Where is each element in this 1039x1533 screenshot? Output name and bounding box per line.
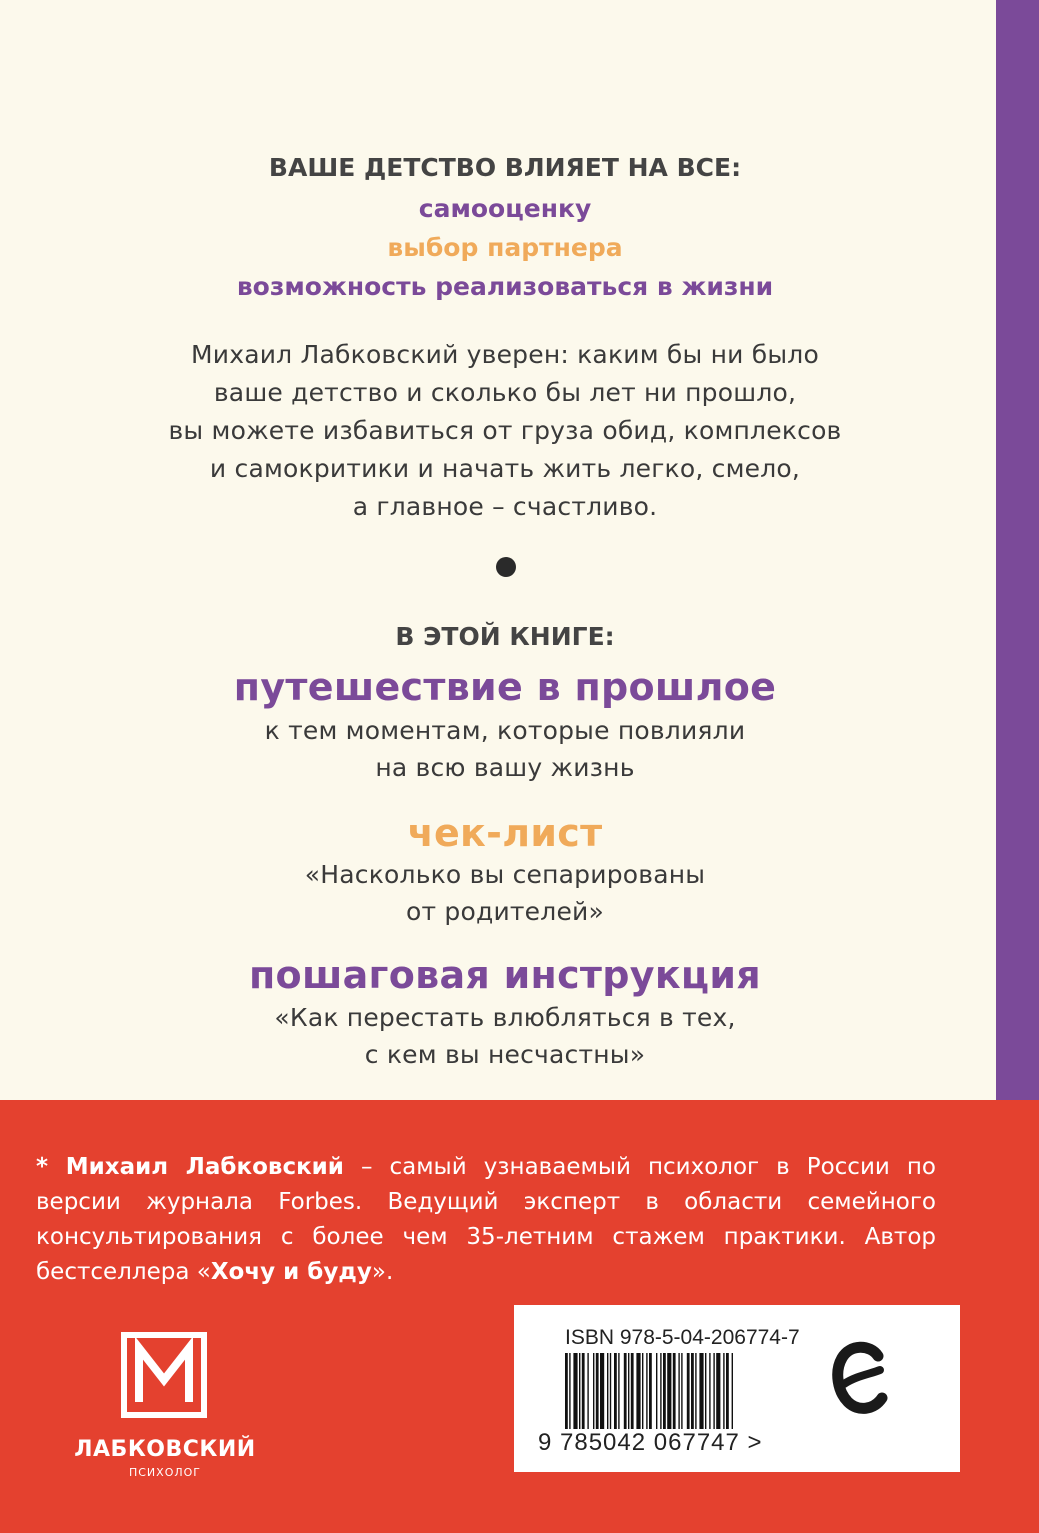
author-name: Михаил Лабковский xyxy=(65,1154,344,1180)
feature-desc-line: «Как перестать влюбляться в тех, xyxy=(274,1003,736,1032)
feature-title-instruction: пошаговая инструкция xyxy=(248,953,762,997)
m-letter-icon xyxy=(127,1338,201,1412)
barcode-bar xyxy=(607,1353,608,1433)
intro-line: а главное – счастливо. xyxy=(352,492,658,521)
barcode-icon xyxy=(565,1353,787,1433)
barcode-bar xyxy=(593,1353,594,1433)
barcode-bar xyxy=(636,1353,640,1433)
barcode-bar xyxy=(614,1353,617,1433)
logo-subtitle: ПСИХОЛОГ xyxy=(128,1466,201,1479)
childhood-heading: ВАШЕ ДЕТСТВО ВЛИЯЕТ НА ВСЕ: xyxy=(268,153,742,182)
barcode-bar xyxy=(705,1353,706,1433)
barcode-bar xyxy=(610,1353,611,1433)
labkovsky-logo-mark xyxy=(121,1332,207,1418)
feature-title-checklist: чек-лист xyxy=(407,811,603,855)
bestseller-title: Хочу и буду xyxy=(210,1259,372,1285)
barcode-bar xyxy=(709,1353,710,1433)
barcode-bar xyxy=(628,1353,629,1433)
intro-line: Михаил Лабковский уверен: каким бы ни было xyxy=(191,340,819,369)
barcode-bar xyxy=(631,1353,634,1433)
barcode-bar xyxy=(673,1353,676,1433)
barcode-bar xyxy=(569,1353,570,1433)
eksmo-publisher-logo-icon xyxy=(826,1334,896,1434)
bio-asterisk: * xyxy=(36,1154,66,1180)
barcode-bar xyxy=(656,1353,657,1433)
barcode-bar xyxy=(587,1353,588,1433)
barcode-bar xyxy=(649,1353,652,1433)
book-heading: В ЭТОЙ КНИГЕ: xyxy=(395,622,615,651)
barcode-bar xyxy=(565,1353,568,1433)
barcode-bar xyxy=(687,1353,690,1433)
feature-desc-line: «Насколько вы сепарированы xyxy=(304,860,706,889)
barcode-bar xyxy=(699,1353,703,1433)
divider-dot xyxy=(496,557,516,577)
feature-desc-line: на всю вашу жизнь xyxy=(375,753,635,782)
barcode-bar xyxy=(732,1353,733,1433)
author-bio xyxy=(36,1150,936,1290)
barcode-bar xyxy=(618,1353,619,1433)
barcode-bar xyxy=(678,1353,679,1433)
influence-partner-choice: выбор партнера xyxy=(387,233,623,262)
bio-text: – самый узнаваемый психолог в России по версии журнала Forbes. Ведущий эксперт в области семейного консультирования с более чем 35-летним стажем практики. Автор бестселлера « xyxy=(36,1154,936,1285)
feature-title-journey: путешествие в прошлое xyxy=(233,665,777,709)
barcode-bar xyxy=(579,1353,580,1433)
barcode-bar xyxy=(691,1353,694,1433)
barcode-bar xyxy=(695,1353,696,1433)
influence-self-esteem: самооценку xyxy=(418,194,592,223)
barcode-bar xyxy=(624,1353,627,1433)
barcode-digits: 9 785042 067747 > xyxy=(538,1429,763,1456)
barcode-bar xyxy=(660,1353,661,1433)
barcode-bar xyxy=(713,1353,714,1433)
intro-line: и самокритики и начать жить легко, смело, xyxy=(209,454,801,483)
intro-line: вы можете избавиться от груза обид, комплексов xyxy=(168,416,842,445)
barcode-bar xyxy=(600,1353,604,1433)
intro-line: ваше детство и сколько бы лет ни прошло, xyxy=(213,378,797,407)
feature-desc-line: с кем вы несчастны» xyxy=(364,1040,646,1069)
barcode-bar xyxy=(667,1353,671,1433)
barcode-bar xyxy=(596,1353,599,1433)
barcode-bar xyxy=(582,1353,585,1433)
logo-name: ЛАБКОВСКИЙ xyxy=(74,1437,256,1462)
feature-desc-line: от родителей» xyxy=(406,897,604,926)
influence-self-realization: возможность реализоваться в жизни xyxy=(236,272,774,301)
barcode-bar xyxy=(663,1353,666,1433)
barcode-bar xyxy=(573,1353,577,1433)
barcode-bar xyxy=(642,1353,643,1433)
feature-desc-line: к тем моментам, которые повлияли xyxy=(264,716,746,745)
barcode-bar xyxy=(681,1353,682,1433)
barcode-bar xyxy=(716,1353,720,1433)
bio-text-end: ». xyxy=(371,1259,394,1285)
barcode-bar xyxy=(646,1353,647,1433)
barcode-bar xyxy=(723,1353,724,1433)
barcode-bar xyxy=(726,1353,729,1433)
isbn-number: ISBN 978-5-04-206774-7 xyxy=(565,1326,800,1349)
